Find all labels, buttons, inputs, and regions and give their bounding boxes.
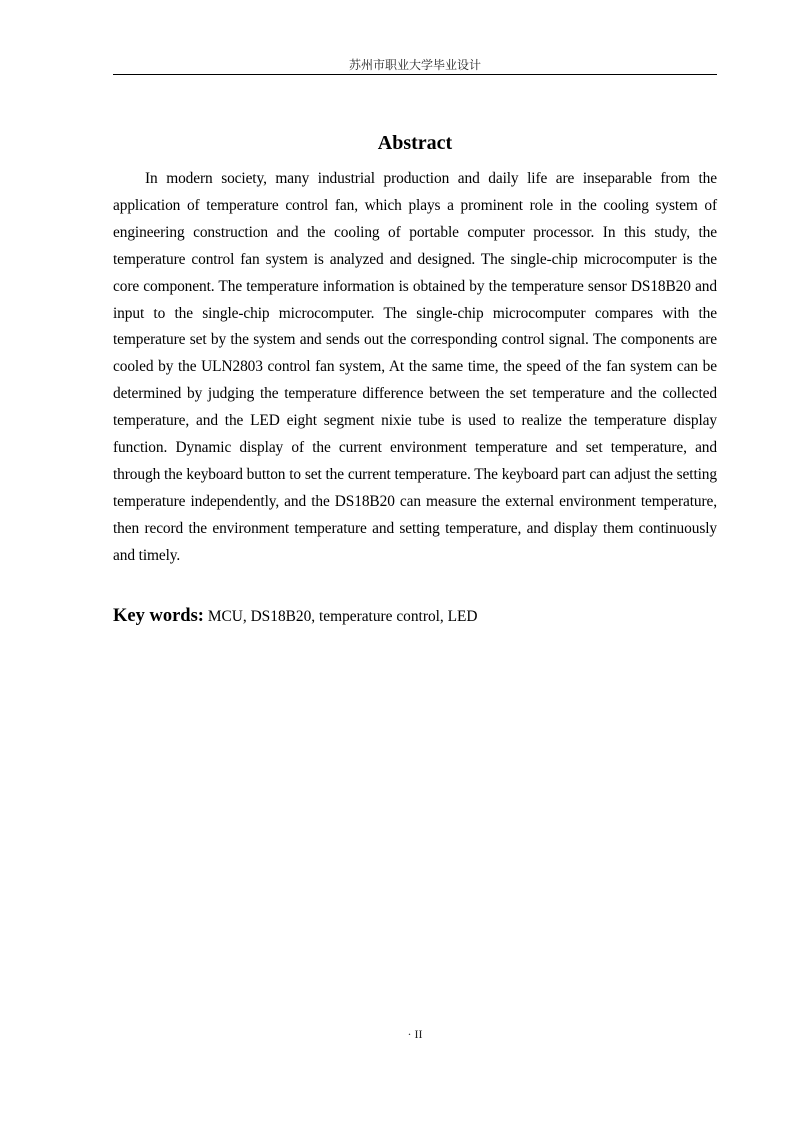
header-rule [113, 74, 717, 75]
abstract-body: In modern society, many industrial production and daily life are inseparable from the application of temperature control fan, which plays a prominent role in the cooling system of engineering construction and the cooling of portable computer processor. In this study, the temperature control fan system is analyzed and designed. The single-chip microcomputer is the core component. The temperature information is obtained by the temperature sensor DS18B20 and input to the single-chip microcomputer. The single-chip microcomputer compares with the temperature set by the system and sends out the corresponding control signal. The components are cooled by the ULN2803 control fan system, At the same time, the speed of the fan system can be determined by judging the temperature difference between the set temperature and the collected temperature, and the LED eight segment nixie tube is used to realize the temperature display function. Dynamic display of the current environment temperature and set temperature, and through the keyboard button to set the current temperature. The keyboard part can adjust the setting temperature independently, and the DS18B20 can measure the external environment temperature, then record the environment temperature and setting temperature, and display them continuously and timely. [113, 170, 717, 564]
running-header: 苏州市职业大学毕业设计 [348, 58, 481, 72]
abstract-title: Abstract [377, 132, 453, 154]
keywords-line [113, 604, 717, 629]
keywords-label: Key words: [113, 606, 204, 626]
keywords-value: MCU, DS18B20, temperature control, LED [207, 608, 478, 625]
page-number: · II [407, 1027, 423, 1041]
